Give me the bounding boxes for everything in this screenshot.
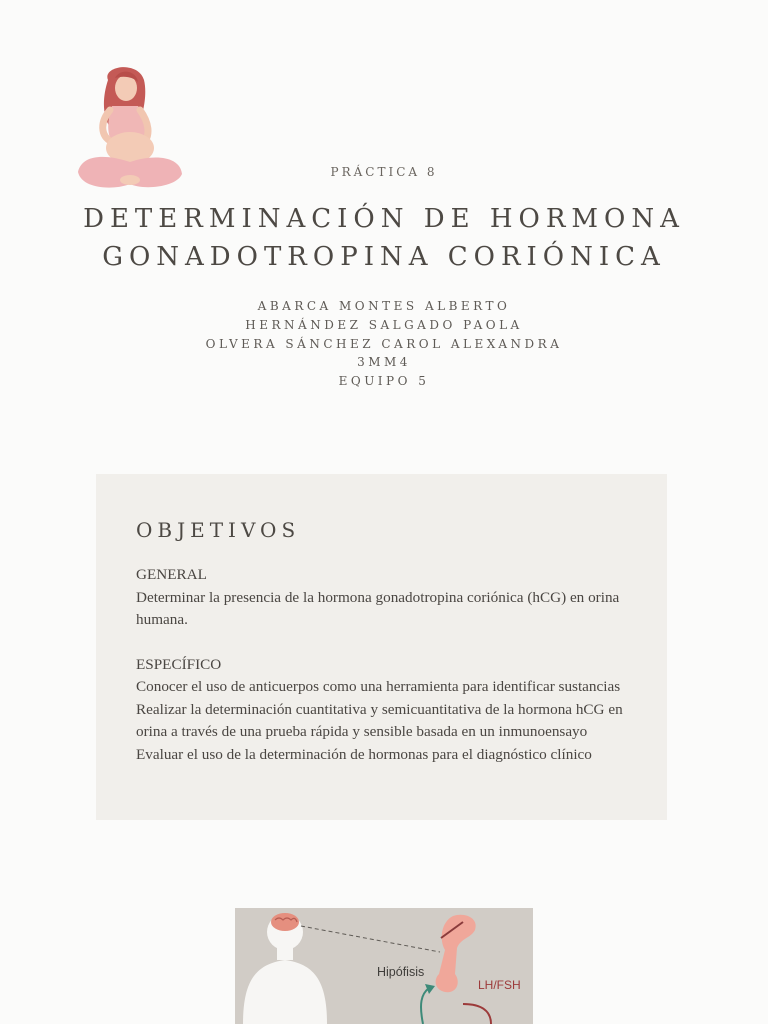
specific-item: Conocer el uso de anticuerpos como una herramienta para identificar sustancias — [136, 678, 621, 695]
brain-icon — [271, 913, 299, 931]
title-line-2: GONADOTROPINA CORIÓNICA — [102, 242, 666, 272]
objectives-content — [136, 564, 636, 766]
pituitary-icon — [436, 915, 476, 992]
document-title — [0, 200, 768, 276]
objectives-box — [96, 474, 667, 820]
specific-item: Evaluar el uso de la determinación de hormonas para el diagnóstico clínico — [136, 745, 592, 763]
hormone-axis-diagram — [235, 908, 533, 1024]
general-heading: GENERAL — [136, 566, 207, 583]
specific-heading: ESPECÍFICO — [136, 655, 222, 673]
hormone-label: LH/FSH — [478, 978, 521, 992]
practice-number: PRÁCTICA 8 — [330, 165, 438, 179]
author-line: HERNÁNDEZ SALGADO PAOLA — [245, 317, 523, 332]
authors-list — [0, 297, 768, 391]
group-line: 3MM4 — [357, 355, 411, 370]
author-line: OLVERA SÁNCHEZ CAROL ALEXANDRA — [205, 336, 563, 351]
team-line: EQUIPO 5 — [338, 374, 430, 389]
pituitary-label: Hipófisis — [377, 965, 425, 979]
objectives-title: OBJETIVOS — [136, 518, 301, 542]
author-line: ABARCA MONTES ALBERTO — [257, 299, 511, 313]
general-text: Determinar la presencia de la hormona gonadotropina coriónica (hCG) en orina humana. — [136, 588, 620, 628]
title-line-1: DETERMINACIÓN DE HORMONA — [83, 204, 685, 234]
specific-item: Realizar la determinación cuantitativa y semicuantitativa de la hormona hCG en orina a través de una prueba rápida y sensible basada en un inmunoensayo — [136, 700, 623, 740]
